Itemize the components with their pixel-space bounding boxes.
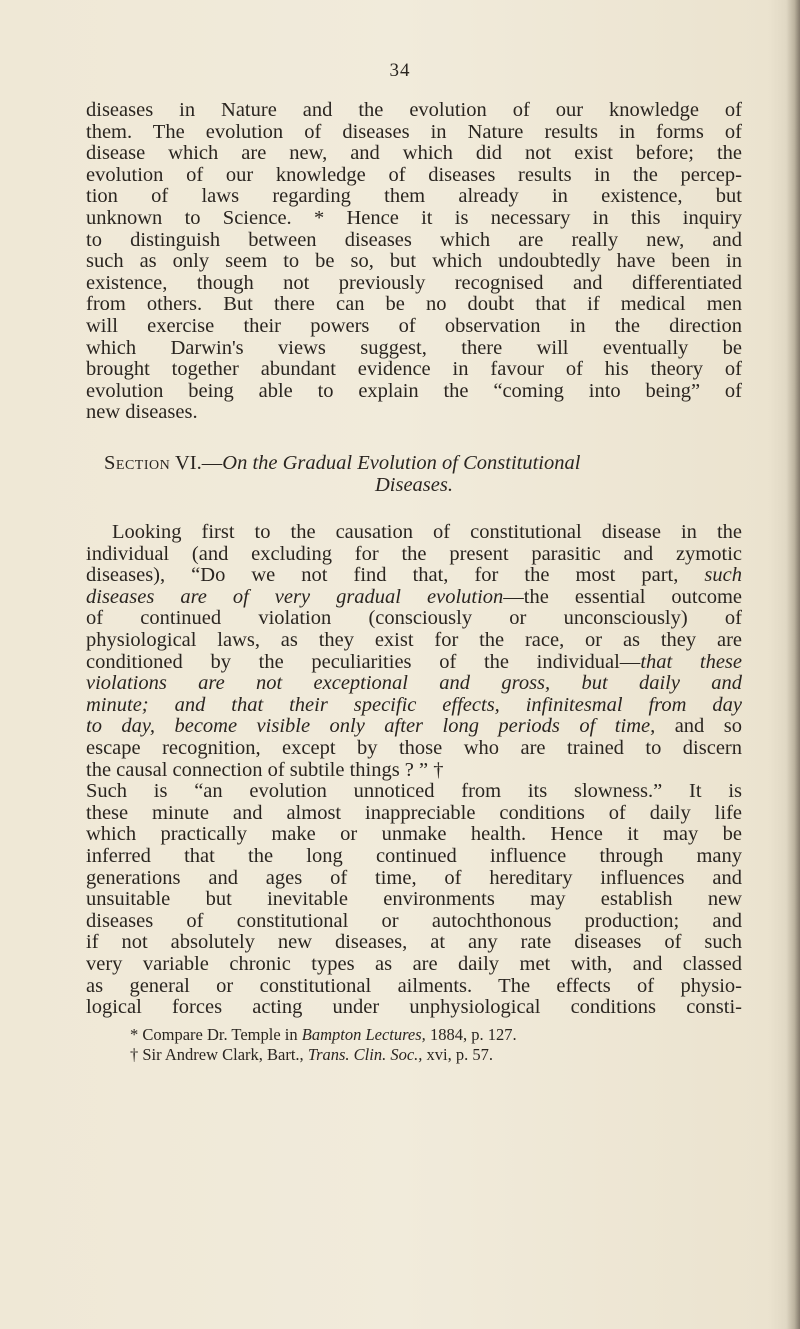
text-line: evolution being able to explain the “coming into being” of <box>86 379 742 402</box>
section-dash: — <box>201 451 223 474</box>
paragraph-1 <box>86 100 742 424</box>
text-line: diseases in Nature and the evolution of our knowledge of <box>86 99 742 121</box>
text-line: Such is “an evolution unnoticed from its slowness.” It is <box>86 780 742 803</box>
text-line: conditioned by the peculiarities of the individual—that these <box>86 650 742 673</box>
text-line: the causal connection of subtile things ? ” † <box>86 758 444 781</box>
text-line: logical forces acting under unphysiological conditions consti- <box>86 996 742 1019</box>
footnotes <box>86 1025 742 1065</box>
section-number: VI. <box>175 451 202 474</box>
text-line: new diseases. <box>86 401 198 424</box>
text-line: evolution of our knowledge of diseases results in the percep- <box>86 163 742 186</box>
section-title-continued: Diseases. <box>374 473 453 496</box>
paragraph-2 <box>86 522 742 1019</box>
text-line: diseases are of very gradual evolution—the essential outcome <box>86 585 742 608</box>
section-title: On the Gradual Evolution of Constitutional <box>222 451 581 474</box>
footnote-1: * Compare Dr. Temple in Bampton Lectures, 1884, p. 127. <box>130 1024 517 1044</box>
text-line: unsuitable but inevitable environments may establish new <box>86 888 742 911</box>
text-line: if not absolutely new diseases, at any rate diseases of such <box>86 931 742 954</box>
text-line: will exercise their powers of observation in the direction <box>86 314 742 337</box>
text-line: to day, become visible only after long periods of time, and so <box>86 715 743 738</box>
text-line: violations are not exceptional and gross, but daily and <box>86 672 742 695</box>
text-line: such as only seem to be so, but which undoubtedly have been in <box>86 250 742 273</box>
text-line: of continued violation (consciously or unconsciously) of <box>86 607 742 630</box>
text-line: which Darwin's views suggest, there will eventually be <box>86 336 742 359</box>
text-line: brought together abundant evidence in favour of his theory of <box>86 358 742 381</box>
page-number: 34 <box>389 60 411 81</box>
section-heading <box>86 453 742 475</box>
text-line: inferred that the long continued influence through many <box>86 845 742 867</box>
text-line: these minute and almost inappreciable conditions of daily life <box>86 801 742 824</box>
text-line: tion of laws regarding them already in existence, but <box>86 185 742 208</box>
text-line: individual (and excluding for the present parasitic and zymotic <box>86 542 742 565</box>
text-line: to distinguish between diseases which are really new, and <box>86 228 742 251</box>
body-text <box>86 100 742 1065</box>
text-line: very variable chronic types as are daily met with, and classed <box>86 952 742 975</box>
text-line: disease which are new, and which did not exist before; the <box>86 142 742 165</box>
text-line: which practically make or unmake health. Hence it may be <box>86 823 742 846</box>
text-line: Looking first to the causation of constitutional disease in the <box>112 521 742 544</box>
footnote-2: † Sir Andrew Clark, Bart., Trans. Clin. Soc., xvi, p. 57. <box>130 1044 494 1064</box>
text-line: physiological laws, as they exist for the race, or as they are <box>86 629 742 652</box>
page-edge-shadow <box>786 0 800 1329</box>
text-line: generations and ages of time, of hereditary influences and <box>86 866 742 889</box>
text-line: escape recognition, except by those who are trained to discern <box>86 737 742 760</box>
text-line: diseases), “Do we not find that, for the most part, such <box>86 564 742 587</box>
text-line: unknown to Science. * Hence it is necessary in this inquiry <box>86 206 742 229</box>
section-label: Section <box>104 451 171 474</box>
text-line: existence, though not previously recognised and differentiated <box>86 271 742 294</box>
text-line: them. The evolution of diseases in Nature results in forms of <box>86 120 742 143</box>
text-line: as general or constitutional ailments. The effects of physio- <box>86 974 742 997</box>
text-line: minute; and that their specific effects, infinitesmal from day <box>86 693 742 716</box>
text-line: diseases of constitutional or autochthonous production; and <box>86 909 742 932</box>
text-line: from others. But there can be no doubt that if medical men <box>86 293 742 316</box>
